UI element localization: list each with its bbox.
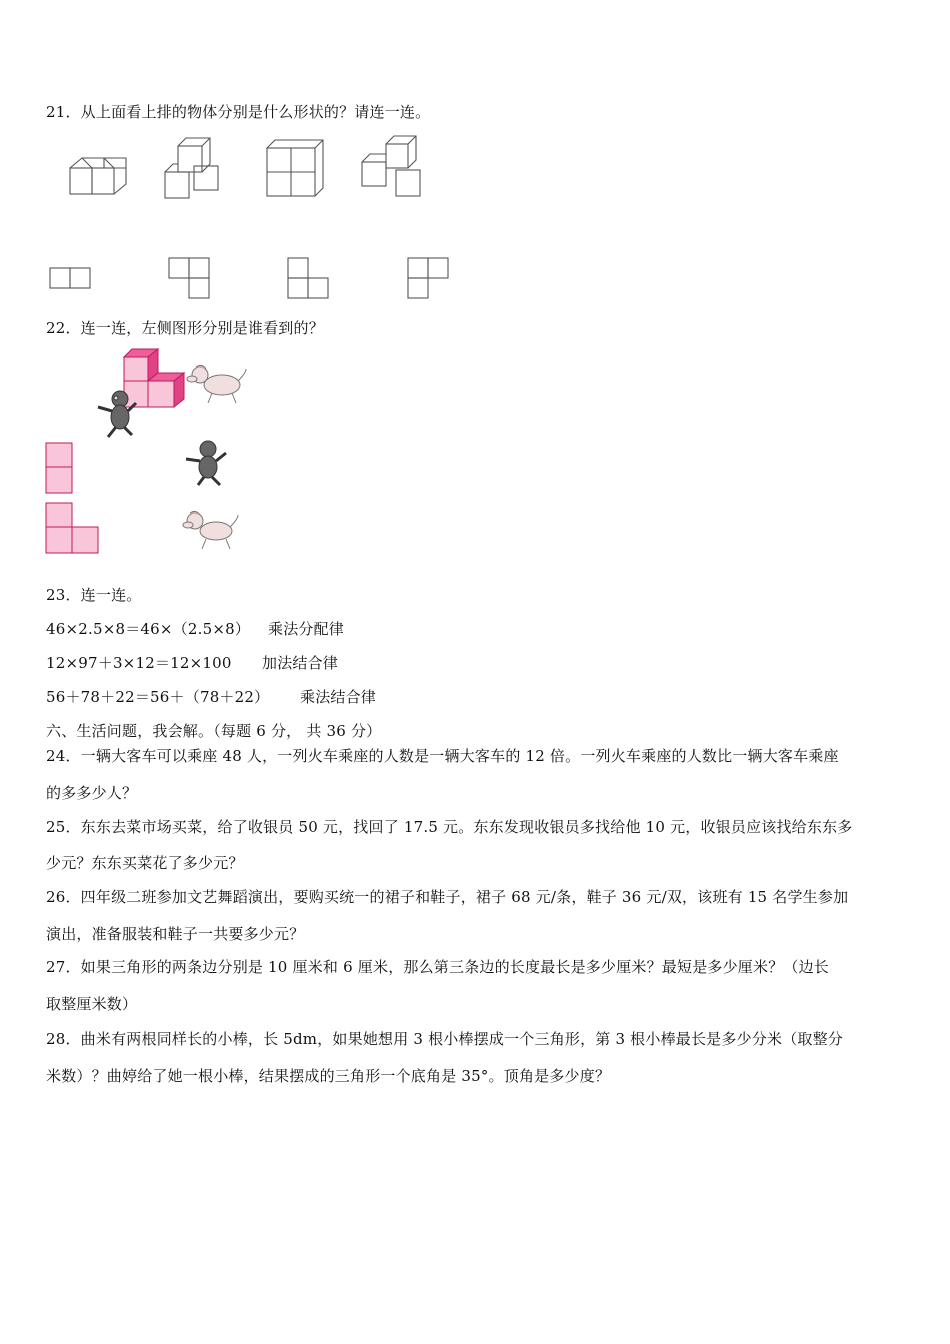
q21-top-views — [44, 252, 464, 304]
q21-text: 21．从上面看上排的物体分别是什么形状的？请连一连。 — [46, 103, 431, 121]
solid-figure-c[interactable] — [267, 140, 323, 196]
q23-expr-2[interactable]: 12×97＋3×12＝12×100 — [46, 654, 232, 672]
problem-25-line-1: 25．东东去菜市场买菜，给了收银员 50 元，找回了 17.5 元。东东发现收银员多找给他 10 元，收银员应该找给东东多 — [46, 818, 853, 836]
dog-option-icon[interactable] — [183, 511, 238, 549]
q23-expr-1[interactable]: 46×2.5×8＝46×（2.5×8） — [46, 620, 251, 638]
problem-27-line-1: 27．如果三角形的两条边分别是 10 厘米和 6 厘米，那么第三条边的长度最长是多少厘米？最短是多少厘米？（边长 — [46, 958, 829, 976]
view-shape-l[interactable] — [46, 503, 98, 553]
q23-law-3[interactable]: 乘法结合律 — [300, 688, 377, 706]
q23-expr-3[interactable]: 56＋78＋22＝56＋（78＋22） — [46, 688, 270, 706]
view-shape-column[interactable] — [46, 443, 72, 493]
problem-27-line-2: 取整厘米数） — [46, 995, 138, 1013]
problem-24-line-2: 的多多少人？ — [46, 784, 138, 802]
top-view-a[interactable] — [50, 268, 90, 288]
problem-28-line-2: 米数）？曲婷给了她一根小棒，结果摆成的三角形一个底角是 35°。顶角是多少度？ — [46, 1067, 611, 1085]
top-view-d[interactable] — [408, 258, 448, 298]
problem-28-line-1: 28．曲米有两根同样长的小棒，长 5dm，如果她想用 3 根小棒摆成一个三角形，第 3 根小棒最长是多少分米（取整分 — [46, 1030, 843, 1048]
solid-figure-a[interactable] — [70, 158, 126, 194]
q22-text: 22．连一连，左侧图形分别是谁看到的？ — [46, 319, 324, 337]
dog-icon[interactable] — [187, 365, 246, 403]
problem-26-line-2: 演出，准备服装和鞋子一共要多少元？ — [46, 925, 305, 943]
problem-25-line-2: 少元？东东买菜花了多少元？ — [46, 854, 244, 872]
top-view-c[interactable] — [288, 258, 328, 298]
q21-solid-figures — [60, 130, 440, 205]
section-6-heading: 六、生活问题，我会解。（每题 6 分， 共 36 分） — [46, 722, 382, 740]
q23-law-1[interactable]: 乘法分配律 — [268, 620, 345, 638]
top-view-b[interactable] — [169, 258, 209, 298]
monkey-option-icon[interactable] — [186, 441, 226, 485]
pink-block-structure — [124, 349, 184, 407]
q22-figure — [40, 345, 260, 560]
problem-26-line-1: 26．四年级二班参加文艺舞蹈演出，要购买统一的裙子和鞋子，裙子 68 元/条，鞋子 36 元/双，该班有 15 名学生参加 — [46, 888, 849, 906]
problem-24-line-1: 24．一辆大客车可以乘座 48 人，一列火车乘座的人数是一辆大客车的 12 倍。一列火车乘座的人数比一辆大客车乘座 — [46, 747, 839, 765]
q23-law-2[interactable]: 加法结合律 — [262, 654, 339, 672]
solid-figure-d[interactable] — [362, 136, 420, 196]
q23-title: 23．连一连。 — [46, 586, 142, 604]
solid-figure-b[interactable] — [165, 138, 218, 198]
